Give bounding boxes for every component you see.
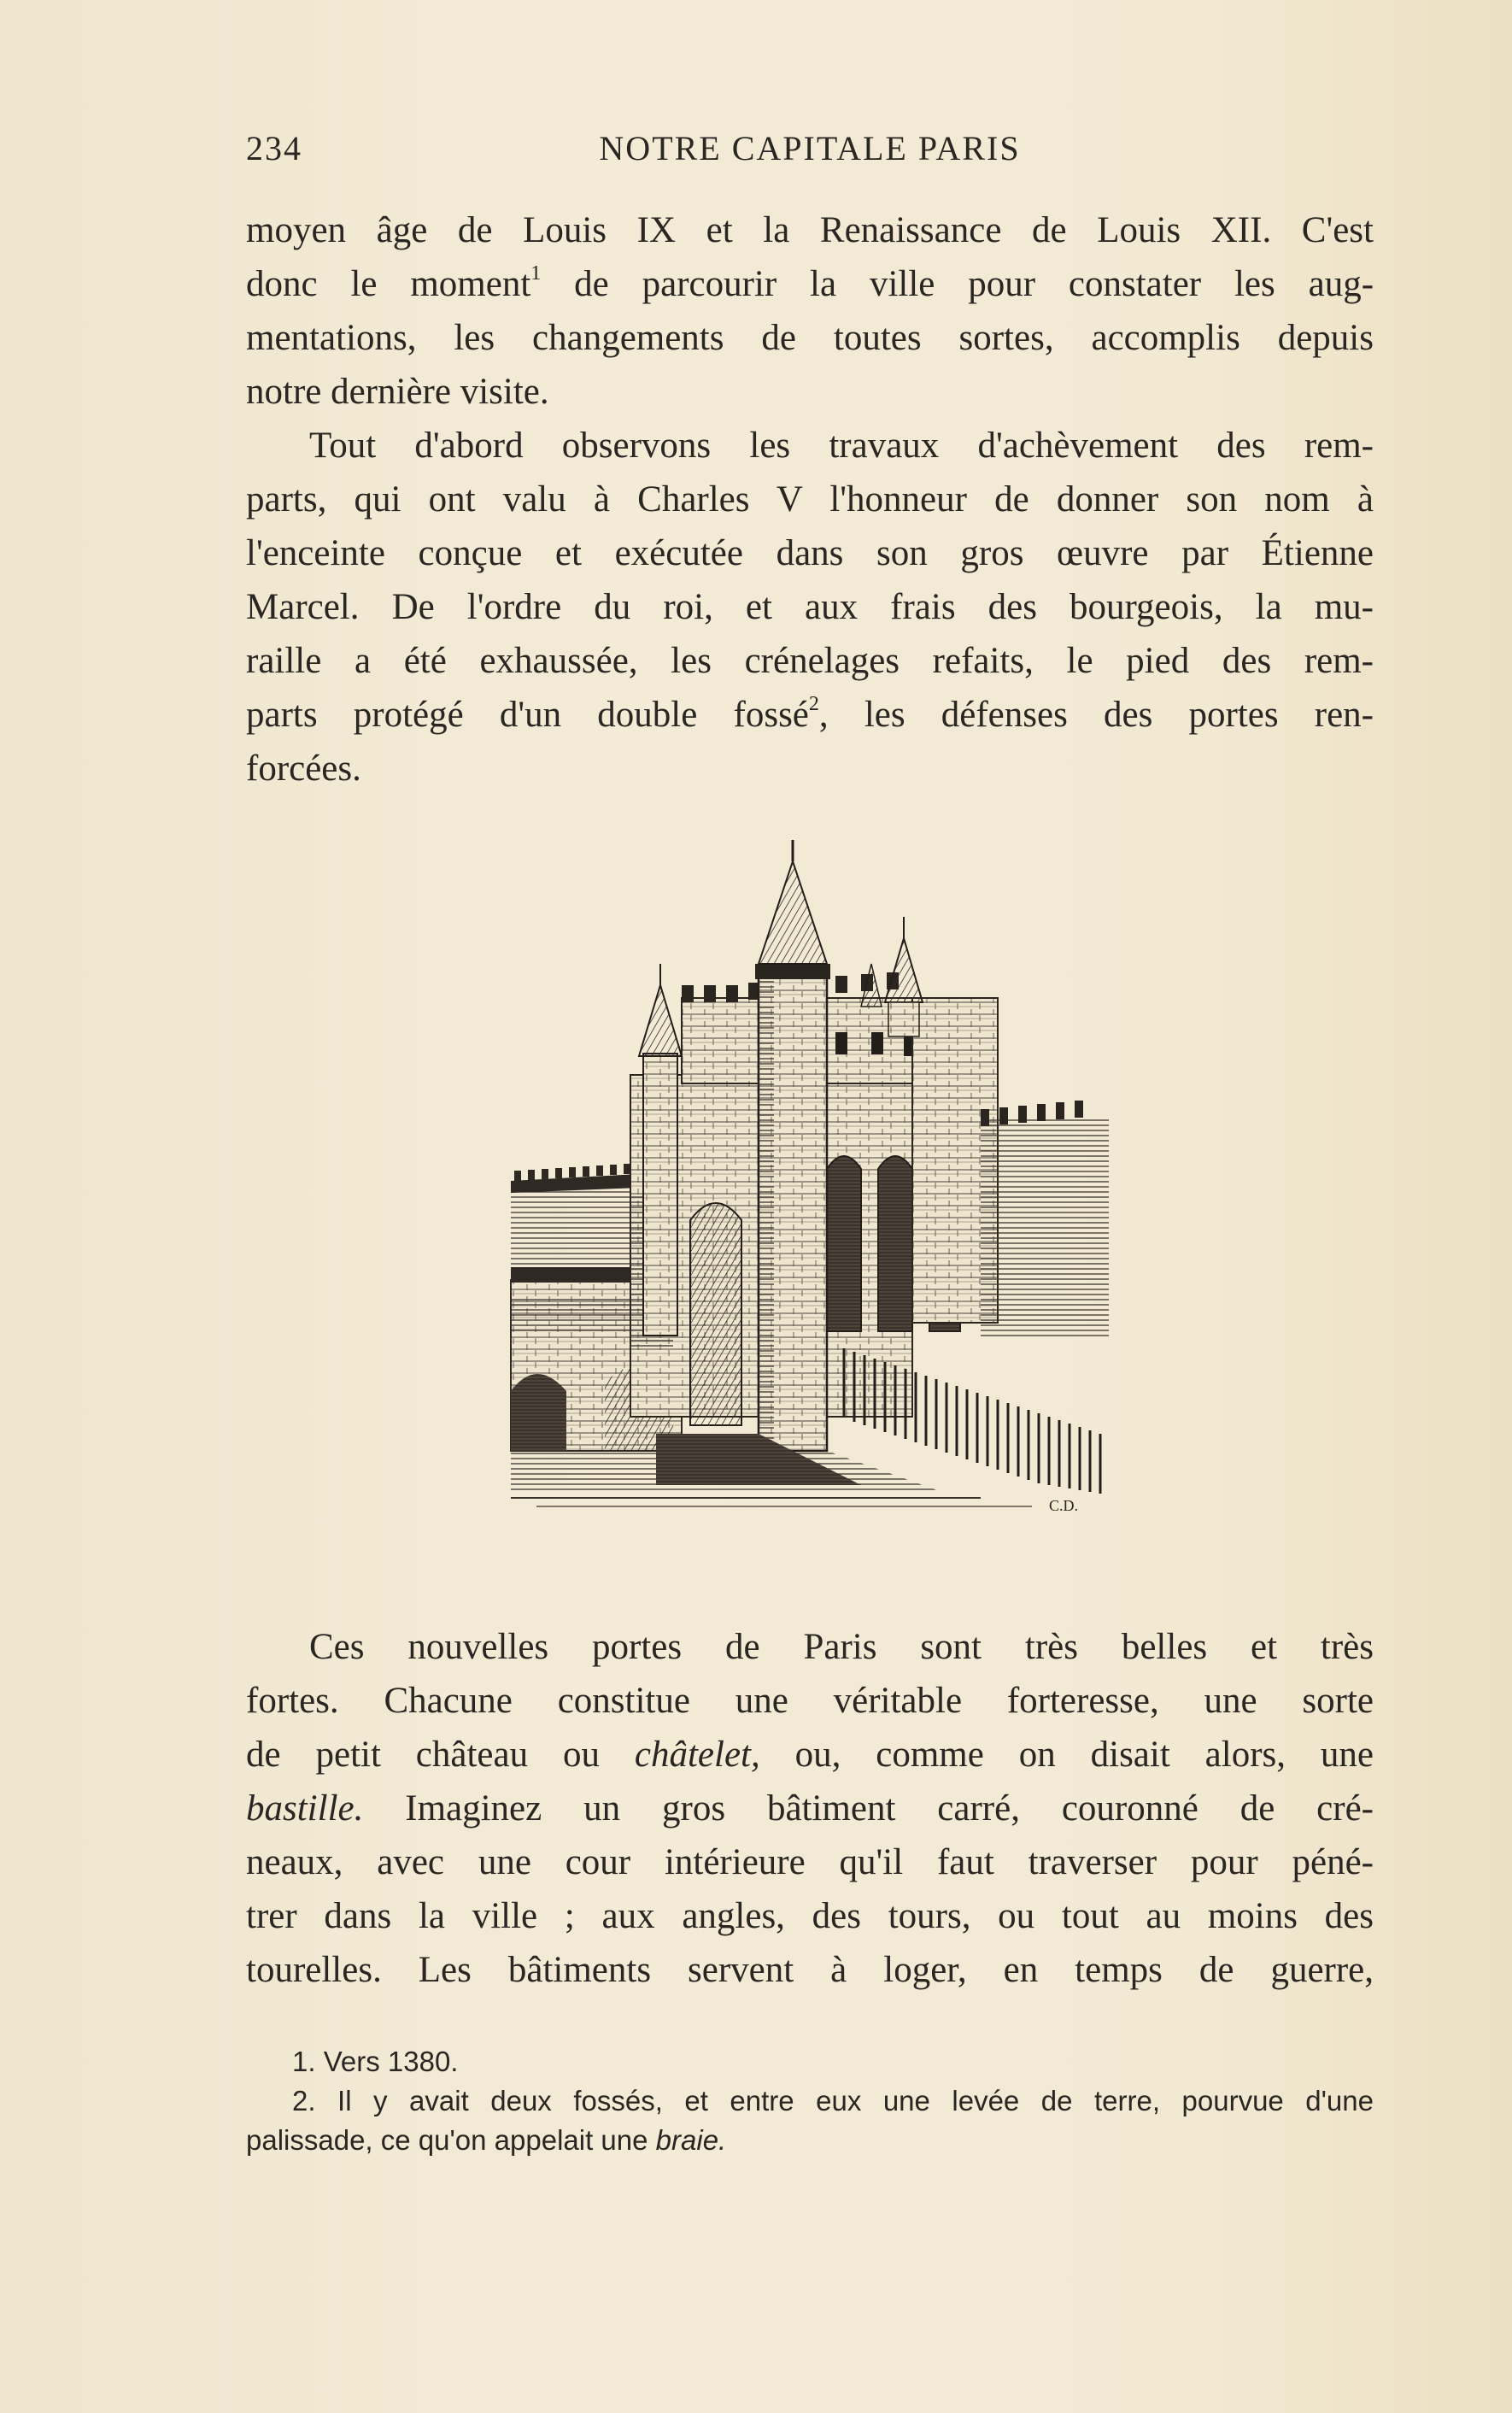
left-turret <box>639 964 682 1336</box>
text-line: bastille. Imaginez un gros bâtiment carré, couronné de cré- <box>246 1788 1374 1829</box>
emphasis-bastille: bastille. <box>246 1788 364 1829</box>
emphasis-braie: braie. <box>655 2124 727 2156</box>
text-line: notre dernière visite. <box>246 372 549 412</box>
text-line: fortes. Chacune constitue une véritable forteresse, une sorte <box>246 1681 1374 1721</box>
running-title: NOTRE CAPITALE PARIS <box>599 129 1021 167</box>
running-head <box>246 128 1374 171</box>
engraver-signature: C.D. <box>1049 1497 1079 1514</box>
text-line: raille a été exhaussée, les crénelages refaits, le pied des rem- <box>246 641 1374 681</box>
text-line: moyen âge de Louis IX et la Renaissance de Louis XII. C'est <box>246 210 1374 250</box>
text-line: mentations, les changements de toutes sortes, accomplis depuis <box>246 318 1374 358</box>
text-line: tourelles. Les bâtiments servent à loger, en temps de guerre, <box>246 1950 1374 1990</box>
text-line: Ces nouvelles portes de Paris sont très belles et très <box>309 1627 1374 1667</box>
text-block-bottom <box>246 1620 1374 1997</box>
right-wing <box>912 998 1109 1340</box>
city-gate-engraving <box>502 836 1117 1528</box>
text-line: donc le moment$^1$ de parcourir la ville pour constater les aug- <box>246 261 1374 304</box>
text-line: parts protégé d'un double fossé$^2$, les défenses des portes ren- <box>246 692 1374 735</box>
page-number: 234 <box>246 129 302 167</box>
text-line: neaux, avec une cour intérieure qu'il faut traverser pour péné- <box>246 1842 1374 1882</box>
text-line: parts, qui ont valu à Charles V l'honneur de donner son nom à <box>246 479 1374 520</box>
text-line: de petit château ou châtelet, ou, comme on disait alors, une <box>246 1735 1374 1775</box>
text-line: trer dans la ville ; aux angles, des tours, ou tout au moins des <box>246 1896 1374 1936</box>
footnote-2-continued: palissade, ce qu'on appelait une braie. <box>246 2124 727 2156</box>
text-block-top <box>246 203 1374 796</box>
round-tower <box>755 840 830 1451</box>
footnote-1: 1. Vers 1380. <box>292 2046 459 2077</box>
text-line: Marcel. De l'ordre du roi, et aux frais des bourgeois, la mu- <box>246 587 1374 627</box>
footnote-ref: 1 <box>530 261 542 285</box>
footnote-2: 2. Il y avait deux fossés, et entre eux une levée de terre, pourvue d'une <box>292 2085 1374 2117</box>
emphasis-chatelet: châtelet, <box>634 1735 760 1775</box>
footnote-ref: 2 <box>808 692 819 715</box>
text-line: l'enceinte conçue et exécutée dans son gros œuvre par Étienne <box>246 533 1374 573</box>
text-line: Tout d'abord observons les travaux d'achèvement des rem- <box>309 426 1374 466</box>
text-line: forcées. <box>246 749 361 789</box>
footnotes <box>246 2042 1374 2160</box>
